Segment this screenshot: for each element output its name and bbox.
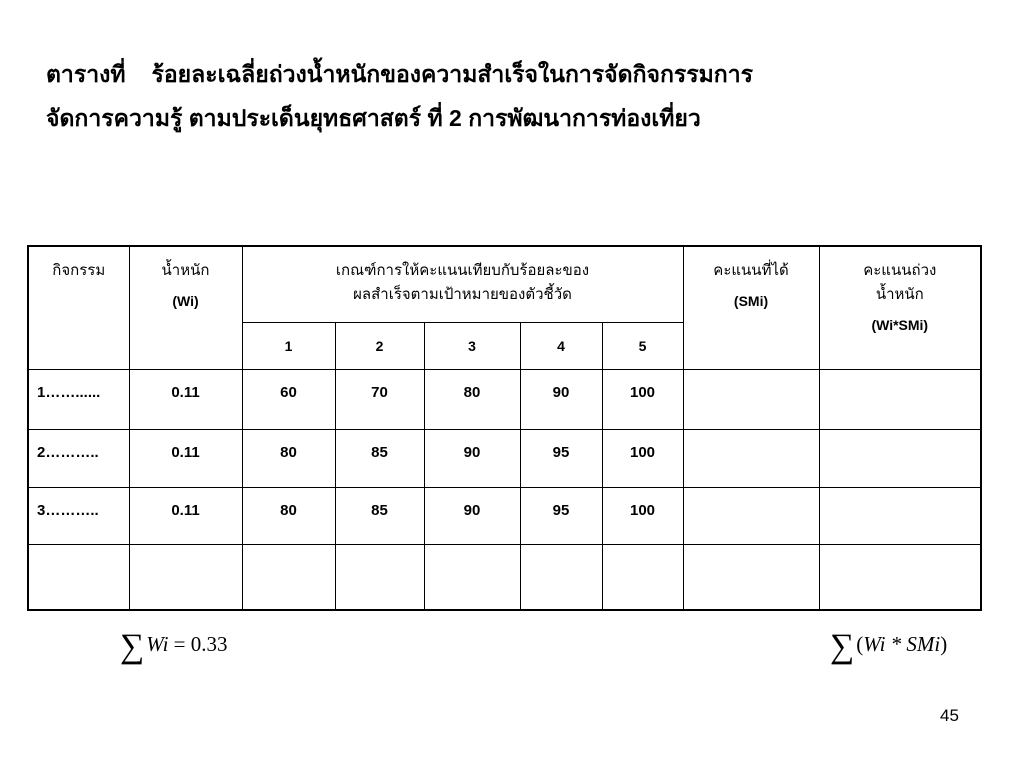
header-criteria: เกณฑ์การให้คะแนนเทียบกับร้อยละของ ผลสำเร็จตามเป้าหมายของตัวชี้วัด xyxy=(242,246,683,322)
row-level-5: 100 xyxy=(602,369,683,429)
row-level-2: 70 xyxy=(335,369,424,429)
row-level-4: 95 xyxy=(520,429,602,487)
title-table-label: ตารางที่ xyxy=(46,61,126,87)
row-weighted-score xyxy=(819,429,981,487)
formula-open-paren: ( xyxy=(856,632,864,656)
table-row xyxy=(28,369,981,429)
header-score: คะแนนที่ได้ (SMi) xyxy=(683,246,819,369)
row-level-1: 80 xyxy=(242,429,335,487)
formula-value: = 0.33 xyxy=(168,632,228,656)
header-activity: กิจกรรม xyxy=(28,246,129,369)
formula-close-paren: ) xyxy=(940,632,948,656)
row-score xyxy=(683,369,819,429)
row-level-3: 80 xyxy=(424,369,520,429)
table-row xyxy=(28,544,981,610)
row-level-5: 100 xyxy=(602,487,683,544)
header-level-5: 5 xyxy=(602,322,683,369)
slide-title xyxy=(46,52,986,140)
row-weight: 0.11 xyxy=(129,369,242,429)
row-level-4: 95 xyxy=(520,487,602,544)
row-level-3: 90 xyxy=(424,487,520,544)
header-level-2: 2 xyxy=(335,322,424,369)
header-level-1: 1 xyxy=(242,322,335,369)
row-weighted-score xyxy=(819,487,981,544)
row-level-1: 80 xyxy=(242,487,335,544)
row-weight: 0.11 xyxy=(129,429,242,487)
row-level-2 xyxy=(335,544,424,610)
header-level-4: 4 xyxy=(520,322,602,369)
title-text-1: ร้อยละเฉลี่ยถ่วงน้ำหนักของความสำเร็จในการจัดกิจกรรมการ xyxy=(151,61,753,87)
row-level-5: 100 xyxy=(602,429,683,487)
title-line-1 xyxy=(46,52,986,96)
row-score xyxy=(683,429,819,487)
row-level-2: 85 xyxy=(335,487,424,544)
table-row xyxy=(28,429,981,487)
header-level-3: 3 xyxy=(424,322,520,369)
sum-weights-formula xyxy=(120,628,228,666)
row-level-2: 85 xyxy=(335,429,424,487)
formula-var: Wi xyxy=(146,632,169,656)
row-level-4: 90 xyxy=(520,369,602,429)
row-score xyxy=(683,544,819,610)
sigma-symbol: ∑ xyxy=(120,628,145,665)
row-weight: 0.11 xyxy=(129,487,242,544)
header-weighted-score: คะแนนถ่วง น้ำหนัก (Wi*SMi) xyxy=(819,246,981,369)
row-label: 1……...... xyxy=(28,369,129,429)
page-number: 45 xyxy=(940,706,959,725)
row-level-3 xyxy=(424,544,520,610)
row-label: 2……….. xyxy=(28,429,129,487)
sigma-symbol: ∑ xyxy=(830,628,855,665)
row-score xyxy=(683,487,819,544)
row-weighted-score xyxy=(819,544,981,610)
score-table xyxy=(27,245,982,611)
row-weight xyxy=(129,544,242,610)
row-level-4 xyxy=(520,544,602,610)
row-level-5 xyxy=(602,544,683,610)
row-level-1: 60 xyxy=(242,369,335,429)
header-weight: น้ำหนัก (Wi) xyxy=(129,246,242,369)
row-level-1 xyxy=(242,544,335,610)
row-level-3: 90 xyxy=(424,429,520,487)
sum-weighted-score-formula xyxy=(830,628,947,666)
row-label xyxy=(28,544,129,610)
formula-var: Wi * SMi xyxy=(863,632,941,656)
row-weighted-score xyxy=(819,369,981,429)
row-label: 3……….. xyxy=(28,487,129,544)
table-row xyxy=(28,487,981,544)
title-line-2: จัดการความรู้ ตามประเด็นยุทธศาสตร์ ที่ 2 การพัฒนาการท่องเที่ยว xyxy=(46,105,701,131)
